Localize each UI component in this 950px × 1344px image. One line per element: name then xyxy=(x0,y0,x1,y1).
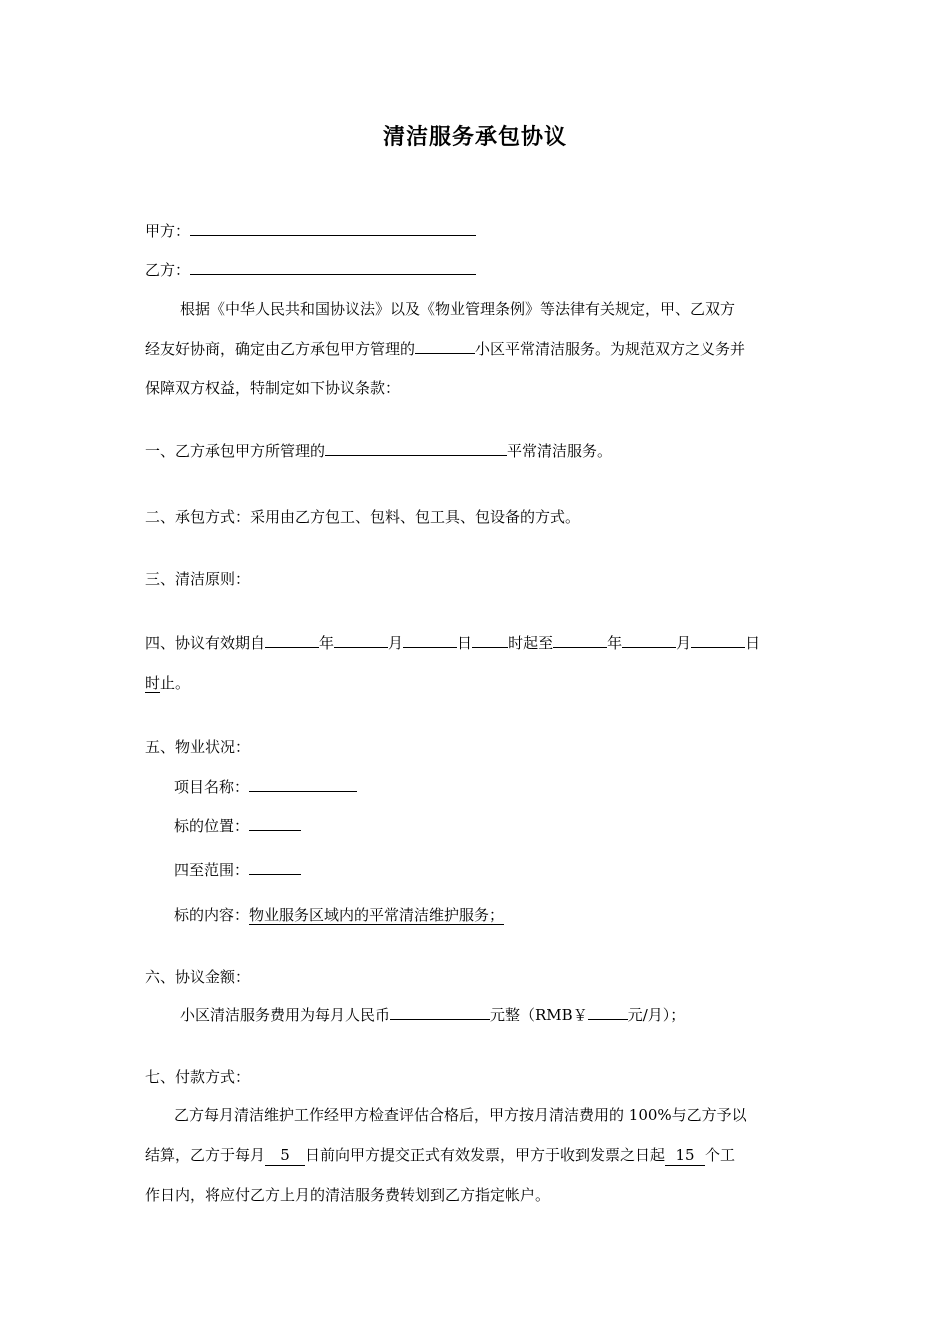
content-value: 物业服务区域内的平常清洁维护服务； xyxy=(249,906,505,924)
intro-line-2 xyxy=(145,339,745,359)
start-day-blank[interactable] xyxy=(403,633,457,648)
location-label: 标的位置： xyxy=(174,817,250,835)
party-b-blank[interactable] xyxy=(190,260,476,275)
clause-4-end: 止。 xyxy=(160,674,191,692)
monthly-fee-label: 小区清洁服务费用为每月人民币 xyxy=(180,1006,391,1024)
intro-line-3: 保障双方权益，特制定如下协议条款： xyxy=(145,379,401,397)
boundary-blank[interactable] xyxy=(249,860,301,875)
community-name-blank[interactable] xyxy=(415,339,475,354)
invoice-day-value: 5 xyxy=(265,1145,305,1166)
content-label: 标的内容： xyxy=(174,906,250,924)
clause-1 xyxy=(145,441,612,461)
clause-7-line-2-c: 个工 xyxy=(705,1146,736,1164)
monthly-fee-rmb-label: 元整（RMB￥ xyxy=(490,1006,588,1024)
party-b-line xyxy=(145,260,476,280)
monthly-fee-rmb-blank[interactable] xyxy=(390,1005,490,1020)
monthly-fee-unit: 元/月）； xyxy=(627,1006,686,1024)
start-year-blank[interactable] xyxy=(265,633,319,648)
end-hour-label: 时 xyxy=(145,674,161,692)
project-name-row xyxy=(174,777,357,797)
party-a-line xyxy=(145,221,476,241)
clause-7-line-3: 作日内，将应付乙方上月的清洁服务费转划到乙方指定帐户。 xyxy=(145,1186,551,1204)
party-a-blank[interactable] xyxy=(190,221,476,236)
party-b-label: 乙方： xyxy=(145,261,191,279)
content-row xyxy=(174,905,504,925)
clause-1-b: 平常清洁服务。 xyxy=(507,442,613,460)
start-month-label: 月 xyxy=(388,634,404,652)
clause-4 xyxy=(145,633,760,653)
end-year-label: 年 xyxy=(607,634,623,652)
clause-3: 三、清洁原则： xyxy=(145,570,251,588)
clause-4-line-2 xyxy=(145,673,190,693)
workdays-value: 15 xyxy=(665,1145,705,1166)
project-name-blank[interactable] xyxy=(249,777,357,792)
clause-7-line-2-a: 结算，乙方于每月 xyxy=(145,1146,266,1164)
project-name-label: 项目名称： xyxy=(174,778,250,796)
intro-line-2-a: 经友好协商，确定由乙方承包甲方管理的 xyxy=(145,340,416,358)
clause-7-line-1: 乙方每月清洁维护工作经甲方检查评估合格后，甲方按月清洁费用的 100%与乙方予以 xyxy=(174,1106,747,1124)
end-year-blank[interactable] xyxy=(553,633,607,648)
end-day-label: 日 xyxy=(745,634,761,652)
boundary-label: 四至范围： xyxy=(174,861,250,879)
clause-5-heading: 五、物业状况： xyxy=(145,738,251,756)
clause-4-a: 四、协议有效期自 xyxy=(145,634,266,652)
start-hour-blank[interactable] xyxy=(472,633,508,648)
end-month-blank[interactable] xyxy=(622,633,676,648)
document-title: 清洁服务承包协议 xyxy=(382,125,567,150)
boundary-row xyxy=(174,860,301,880)
intro-line-2-b: 小区平常清洁服务。为规范双方之义务并 xyxy=(475,340,746,358)
clause-1-a: 一、乙方承包甲方所管理的 xyxy=(145,442,326,460)
clause-7-line-2-b: 日前向甲方提交正式有效发票，甲方于收到发票之日起 xyxy=(305,1146,666,1164)
monthly-fee-number-blank[interactable] xyxy=(588,1005,628,1020)
clause-2: 二、承包方式：采用由乙方包工、包料、包工具、包设备的方式。 xyxy=(145,508,581,526)
clause-7-heading: 七、付款方式： xyxy=(145,1068,251,1086)
start-month-blank[interactable] xyxy=(334,633,388,648)
intro-line-1: 根据《中华人民共和国协议法》以及《物业管理条例》等法律有关规定，甲、乙双方 xyxy=(180,300,736,318)
start-hour-label: 时起至 xyxy=(508,634,554,652)
end-day-blank[interactable] xyxy=(691,633,745,648)
clause-6-heading: 六、协议金额： xyxy=(145,968,251,986)
clause-6-amount xyxy=(180,1005,685,1025)
clause-1-blank[interactable] xyxy=(325,441,507,456)
location-row xyxy=(174,816,301,836)
start-year-label: 年 xyxy=(319,634,335,652)
clause-7-line-2 xyxy=(145,1145,735,1166)
end-month-label: 月 xyxy=(676,634,692,652)
location-blank[interactable] xyxy=(249,816,301,831)
party-a-label: 甲方： xyxy=(145,222,191,240)
start-day-label: 日 xyxy=(457,634,473,652)
